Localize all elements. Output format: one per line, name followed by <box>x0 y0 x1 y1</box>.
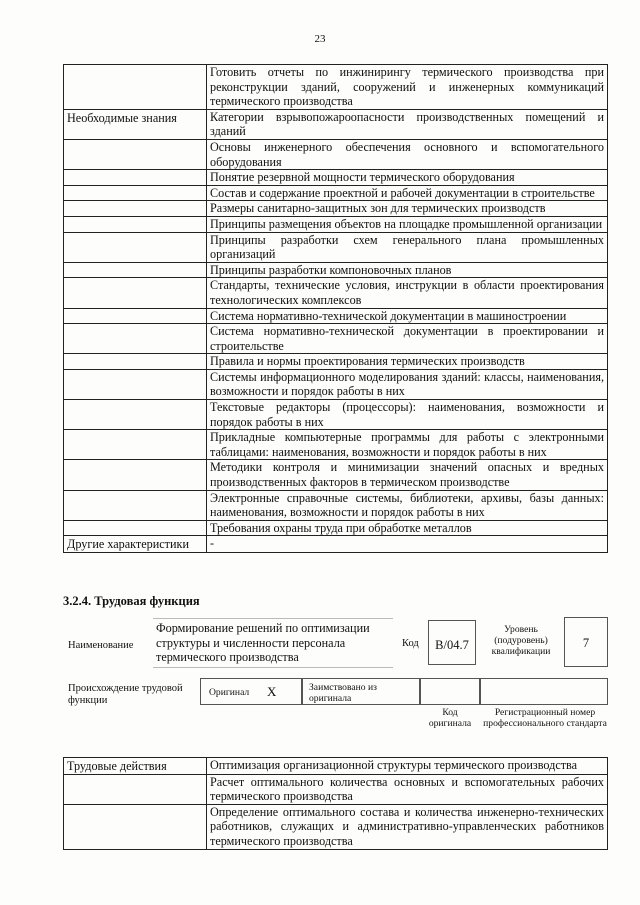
row-label <box>64 369 207 399</box>
table-row <box>64 400 608 430</box>
row-text: Категории взрывопожароопасности производственных помещений и зданий <box>207 109 608 139</box>
row-label <box>64 65 207 110</box>
row-text: Состав и содержание проектной и рабочей документации в строительстве <box>207 185 608 201</box>
row-text: Размеры санитарно-защитных зон для термических производств <box>207 201 608 217</box>
row-text: Текстовые редакторы (процессоры): наименования, возможности и порядок работы в них <box>207 400 608 430</box>
row-label <box>64 804 207 849</box>
row-text: Принципы разработки схем генерального плана промышленных организаций <box>207 232 608 262</box>
level-label: Уровень (подуровень) квалификации <box>491 624 551 657</box>
table-row <box>64 232 608 262</box>
row-text: Прикладные компьютерные программы для работы с электронными таблицами: наименования, возможности и порядок работы в них <box>207 430 608 460</box>
origin-label: Происхождение трудовой функции <box>68 683 183 706</box>
reg-number-label: Регистрационный номер профессионального стандарта <box>483 707 607 729</box>
table-row <box>64 369 608 399</box>
row-text: Система нормативно-технической документации в машиностроении <box>207 308 608 324</box>
row-text: - <box>207 536 608 553</box>
row-label <box>64 278 207 308</box>
code-value: B/04.7 <box>428 620 476 665</box>
table-row <box>64 65 608 110</box>
row-text: Правила и нормы проектирования термических производств <box>207 354 608 370</box>
row-text: Определение оптимального состава и количества инженерно-технических работников, служащих и административно-управленческих работников термического производства <box>207 804 608 849</box>
table-row <box>64 354 608 370</box>
row-text: Электронные справочные системы, библиотеки, архивы, базы данных: наименования, возможности и порядок работы в них <box>207 490 608 520</box>
row-label <box>64 262 207 278</box>
name-value-box <box>153 618 393 668</box>
row-text: Расчет оптимального количества основных и вспомогательных рабочих термического производства <box>207 774 608 804</box>
row-label <box>64 170 207 186</box>
row-text: Принципы размещения объектов на площадке промышленной организации <box>207 216 608 232</box>
row-text: Оптимизация организационной структуры термического производства <box>207 758 608 775</box>
row-label <box>64 216 207 232</box>
table-row <box>64 170 608 186</box>
table-row <box>64 490 608 520</box>
code-label: Код <box>402 638 419 649</box>
original-label: Оригинал <box>209 687 250 698</box>
row-label <box>64 139 207 169</box>
row-label <box>64 354 207 370</box>
row-label <box>64 308 207 324</box>
borrowed-cell <box>302 678 420 705</box>
row-label <box>64 430 207 460</box>
row-label <box>64 490 207 520</box>
row-text: Основы инженерного обеспечения основного и вспомогательного оборудования <box>207 139 608 169</box>
row-label: Необходимые знания <box>64 109 207 139</box>
level-value: 7 <box>564 617 608 667</box>
row-label <box>64 232 207 262</box>
row-label <box>64 520 207 536</box>
function-name: Формирование решений по оптимизации структуры и численности персонала термического производства <box>156 621 370 665</box>
table-row <box>64 109 608 139</box>
row-text: Системы информационного моделирования зданий: классы, наименования, возможности и порядок работы в них <box>207 369 608 399</box>
table-row <box>64 262 608 278</box>
table-row <box>64 758 608 775</box>
name-label: Наименование <box>68 640 134 651</box>
table-row <box>64 804 608 849</box>
row-text: Принципы разработки компоновочных планов <box>207 262 608 278</box>
row-text: Система нормативно-технической документации в проектировании и строительстве <box>207 324 608 354</box>
page-number: 23 <box>314 33 326 45</box>
knowledge-table <box>63 64 608 553</box>
table-row <box>64 774 608 804</box>
row-label <box>64 185 207 201</box>
row-label: Другие характеристики <box>64 536 207 553</box>
row-label <box>64 201 207 217</box>
row-text: Понятие резервной мощности термического оборудования <box>207 170 608 186</box>
reg-number-cell <box>480 678 608 705</box>
table-row <box>64 216 608 232</box>
table-row <box>64 139 608 169</box>
code-original-cell <box>420 678 480 705</box>
section-title: 3.2.4. Трудовая функция <box>63 594 200 608</box>
table-row <box>64 185 608 201</box>
row-label <box>64 774 207 804</box>
row-text: Стандарты, технические условия, инструкции в области проектирования технологических комплексов <box>207 278 608 308</box>
row-label: Трудовые действия <box>64 758 207 775</box>
row-label <box>64 400 207 430</box>
table-row <box>64 460 608 490</box>
table-row <box>64 278 608 308</box>
row-text: Требования охраны труда при обработке металлов <box>207 520 608 536</box>
original-cell <box>200 678 302 705</box>
table-row <box>64 201 608 217</box>
row-text: Готовить отчеты по инжинирингу термического производства при реконструкции зданий, сооружений и инженерных коммуникаций термического производства <box>207 65 608 110</box>
table-row <box>64 308 608 324</box>
borrowed-label: Заимствовано из оригинала <box>309 682 377 704</box>
row-text: Методики контроля и минимизации значений опасных и вредных производственных факторов в термическом производстве <box>207 460 608 490</box>
labor-actions-table <box>63 757 608 850</box>
table-row <box>64 430 608 460</box>
row-label <box>64 460 207 490</box>
table-row <box>64 324 608 354</box>
code-original-label: Код оригинала <box>428 707 472 729</box>
row-label <box>64 324 207 354</box>
original-mark: X <box>267 684 277 699</box>
table-row <box>64 536 608 553</box>
table-row <box>64 520 608 536</box>
